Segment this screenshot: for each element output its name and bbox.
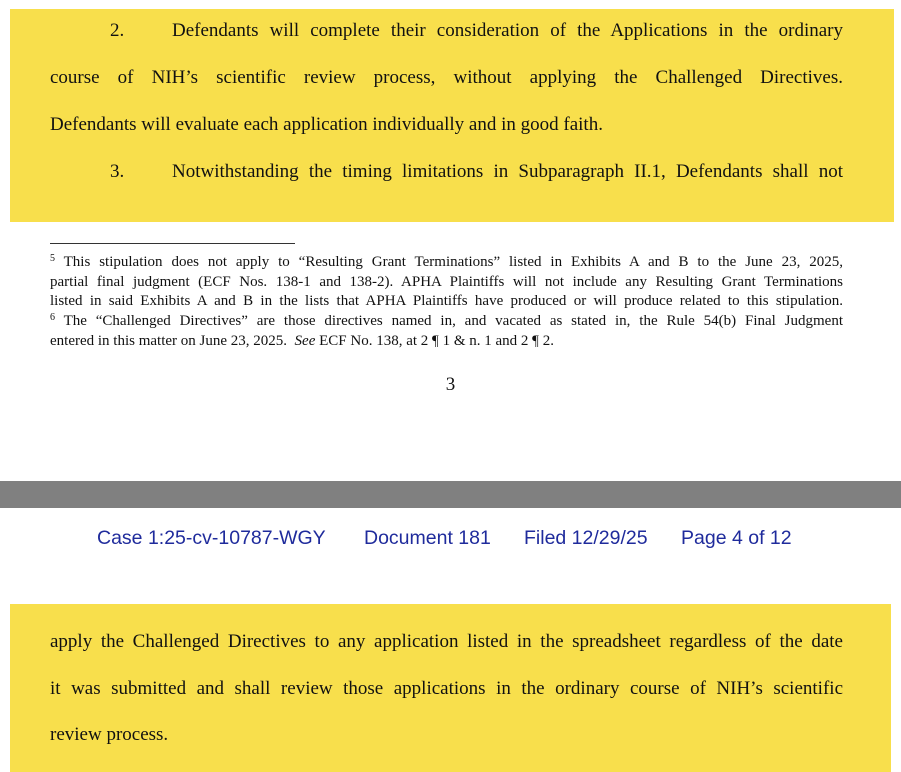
footnote-5-line-1: $^5$ This stipulation does not apply to “Resulting Grant Terminations” listed in Exhibits A and B to the June 23, 2025, <box>50 253 843 270</box>
footnote-5-marker: 5 <box>50 253 55 264</box>
footnote-6 <box>50 312 843 351</box>
footnote-6-marker: 6 <box>50 312 55 323</box>
see-signal: See <box>294 332 316 349</box>
footnote-5-line-2: partial final judgment (ECF Nos. 138-1 and 138-2). APHA Plaintiffs will not include any Resulting Grant Terminations <box>50 273 843 290</box>
page-gap <box>0 481 901 508</box>
footnote-6-line-1: $^6$ The “Challenged Directives” are those directives named in, and vacated as stated in, the Rule 54(b) Final Judgment <box>50 312 843 329</box>
footnote-separator <box>50 243 295 244</box>
page-number: 3 <box>445 374 456 395</box>
paragraph-3-number: 3. <box>110 161 125 182</box>
footnote-6-line-2: entered in this matter on June 23, 2025. See ECF No. 138, at 2 ¶ 1 & n. 1 and 2 ¶ 2. <box>50 332 554 349</box>
footnote-5-line-3: listed in said Exhibits A and B in the lists that APHA Plaintiffs have produced or will produce related to this stipulation. <box>50 293 843 309</box>
header-filed-date: Filed 12/29/25 <box>524 527 648 549</box>
continuation-line-1: apply the Challenged Directives to any application listed in the spreadsheet regardless of the date <box>50 631 843 652</box>
paragraph-2-line-3: Defendants will evaluate each application individually and in good faith. <box>50 114 603 135</box>
header-page-count: Page 4 of 12 <box>681 527 792 549</box>
header-case-number: Case 1:25-cv-10787-WGY <box>97 527 326 549</box>
continuation-line-2: it was submitted and shall review those applications in the ordinary course of NIH’s scientific <box>50 678 843 699</box>
paragraph-2-line-1: Defendants will complete their consideration of the Applications in the ordinary <box>172 20 843 41</box>
paragraph-2-line-2: course of NIH’s scientific review process, without applying the Challenged Directives. <box>50 67 843 88</box>
paragraph-3-line-1: Notwithstanding the timing limitations in Subparagraph II.1, Defendants shall not <box>172 161 843 182</box>
footnote-5 <box>50 253 843 312</box>
continuation-line-3: review process. <box>50 724 169 745</box>
paragraph-2-number: 2. <box>110 20 125 41</box>
header-document-number: Document 181 <box>364 527 491 549</box>
